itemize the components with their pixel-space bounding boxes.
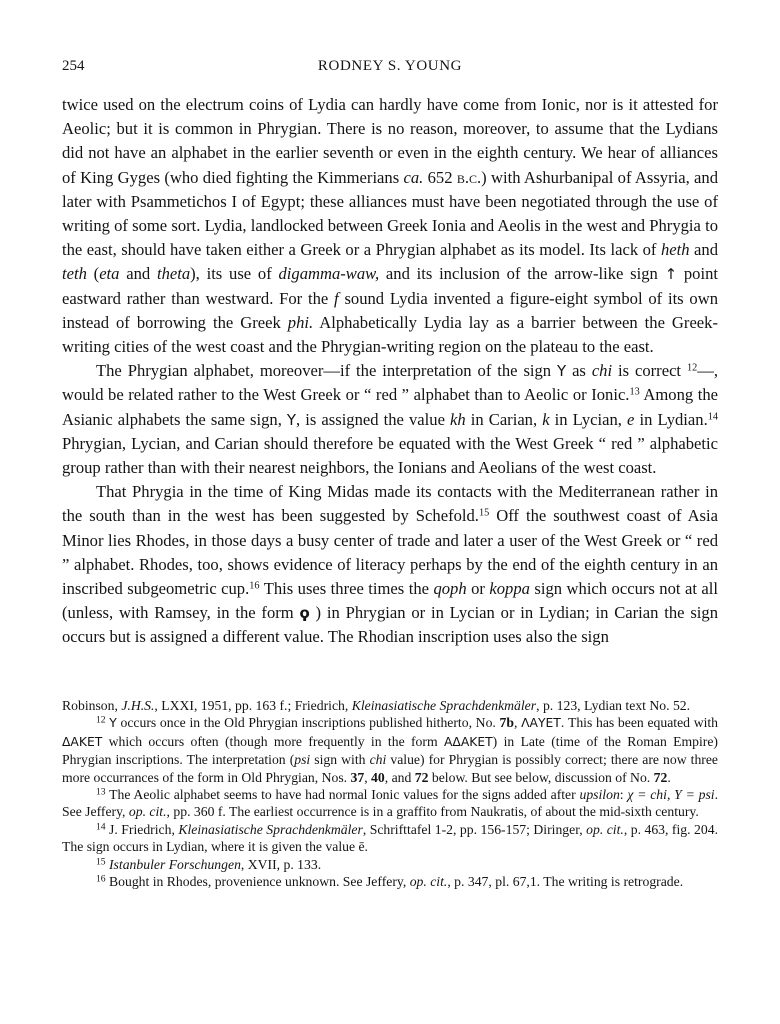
footnote-number: 15 — [96, 856, 106, 868]
footnote-ref-12[interactable]: 12 — [686, 362, 698, 374]
footnote-13: $^{13}$ The Aeolic alphabet seems to have had normal Ionic values for the signs added after upsilon: χ = chi, Y = psi. See Jeffery, op. cit., pp. 360 f. The earliest occurrence is in a graffito from Naukratis, of about the mid-sixth century. — [62, 786, 718, 820]
footnote-15: $^{15}$ Istanbuler Forschungen, XVII, p. 133. — [96, 856, 322, 872]
greek-word: ΑΔΑΚΕΤ — [443, 734, 493, 749]
footnote-number: 13 — [96, 786, 106, 798]
footnote-number: 16 — [96, 873, 106, 885]
footnote-ref-15[interactable]: 15 — [478, 507, 490, 519]
footnote-number: 12 — [96, 715, 106, 727]
footnote-ref-14[interactable]: 14 — [707, 410, 719, 422]
footnote-number: 14 — [96, 821, 106, 833]
footnotes — [62, 697, 718, 890]
greek-word: ΛΑΥΕΤ — [521, 716, 561, 731]
footnote-16: $^{16}$ Bought in Rhodes, provenience unknown. See Jeffery, op. cit., p. 347, pl. 67,1. The writing is retrograde. — [96, 873, 684, 890]
running-head: RODNEY S. YOUNG — [317, 58, 463, 74]
footnote-14: $^{14}$ J. Friedrich, Kleinasiatische Sprachdenkmäler, Schrifttafel 1-2, pp. 156-157; Diringer, op. cit., p. 463, fig. 204. The sign occurs in Lydian, where it is given the value ē. — [62, 821, 718, 855]
koppa-sign-glyph: ϙ — [299, 604, 310, 623]
footnote-ref-16[interactable]: 16 — [249, 580, 260, 592]
chi-sign-glyph: Y — [109, 716, 117, 731]
chi-sign-glyph: Y — [286, 410, 297, 429]
footnote-continuation: Robinson, J.H.S., LXXI, 1951, pp. 163 f.; Friedrich, Kleinasiatische Sprachdenkmäler, p. 123, Lydian text No. 52. — [62, 698, 691, 713]
footnote-12: $^{12}$ Y occurs once in the Old Phrygian inscriptions published hitherto, No. 7b, ΛΑΥΕΤ. This has been equated with ΔΑΚΕΤ which occurs often (though more frequently in the form ΑΔΑΚΕΤ) in Late (time of the Roman Empire) Phrygian inscriptions. The interpretation (psi sign with chi value) for Phrygian is possibly correct; there are now three more occurrances of the form in Old Phrygian, Nos. 37, 40, and 72 below. But see below, discussion of No. 72. — [62, 715, 719, 785]
page-header — [62, 58, 718, 80]
paragraph-3: That Phrygia in the time of King Midas made its contacts with the Mediterranean rather in the south than in the west has been suggested by Schefold.$^{15}$ Off the southwest coast of Asia Minor lies Rhodes, in those days a busy center of trade and later a user of the West Greek or “ red ” alphabet. Rhodes, too, shows evidence of literacy perhaps by the end of the eighth century in an inscribed subgeometric cup.$^{16}$ This uses three times the qoph or koppa sign which occurs not at all (unless, with Ramsey, in the form ϙ ) in Phrygian or in Lycian or in Lydian; in Carian the sign occurs but is assigned a different value. The Rhodian inscription uses also the sign — [62, 482, 718, 647]
page-number: 254 — [62, 58, 85, 74]
body-text — [62, 93, 718, 650]
chi-sign-glyph: Y — [557, 362, 567, 381]
paragraph-2: The Phrygian alphabet, moreover—if the interpretation of the sign Y as chi is correct $^{12}$—, would be related rather to the West Greek or “ red ” alphabet than to Aeolic or Ionic.$^{13}$ Among the Asianic alphabets the same sign, Y, is assigned the value kh in Carian, k in Lycian, e in Lydian.$^{14}$ Phrygian, Lycian, and Carian should therefore be equated with the West Greek “ red ” alphabetic group rather than with their nearest neighbors, the Ionians and Aeolians of the west coast. — [62, 361, 719, 478]
footnote-ref-13[interactable]: 13 — [629, 386, 640, 398]
arrow-sign-glyph: ↑ — [664, 265, 678, 284]
paragraph-1: twice used on the electrum coins of Lydia can hardly have come from Ionic, nor is it attested for Aeolic; but it is common in Phrygian. There is no reason, moreover, to assume that the Lydians did not have an alphabet in the earlier seventh or even in the eighth century. We hear of alliances of King Gyges (who died fighting the Kimmerians ca. 652 b.c.) with Ashurbanipal of Assyria, and later with Psammetichos I of Egypt; these alliances must have been negotiated through the use of writing of some sort. Lydia, landlocked between Greek Ionia and Aeolis in the west and Phrygia to the east, should have taken either a Greek or a Phrygian alphabet as its model. Its lack of heth and teth (eta and theta), its use of digamma-waw, and its inclusion of the arrow-like sign ↑ point eastward rather than westward. For the f sound Lydia invented a figure-eight symbol of its own instead of borrowing the Greek phi. Alphabetically Lydia lay as a barrier between the Greek-writing cities of the west coast and the Phrygian-writing region on the plateau to the east. — [62, 95, 719, 357]
greek-word: ΔΑΚΕΤ — [62, 734, 103, 749]
